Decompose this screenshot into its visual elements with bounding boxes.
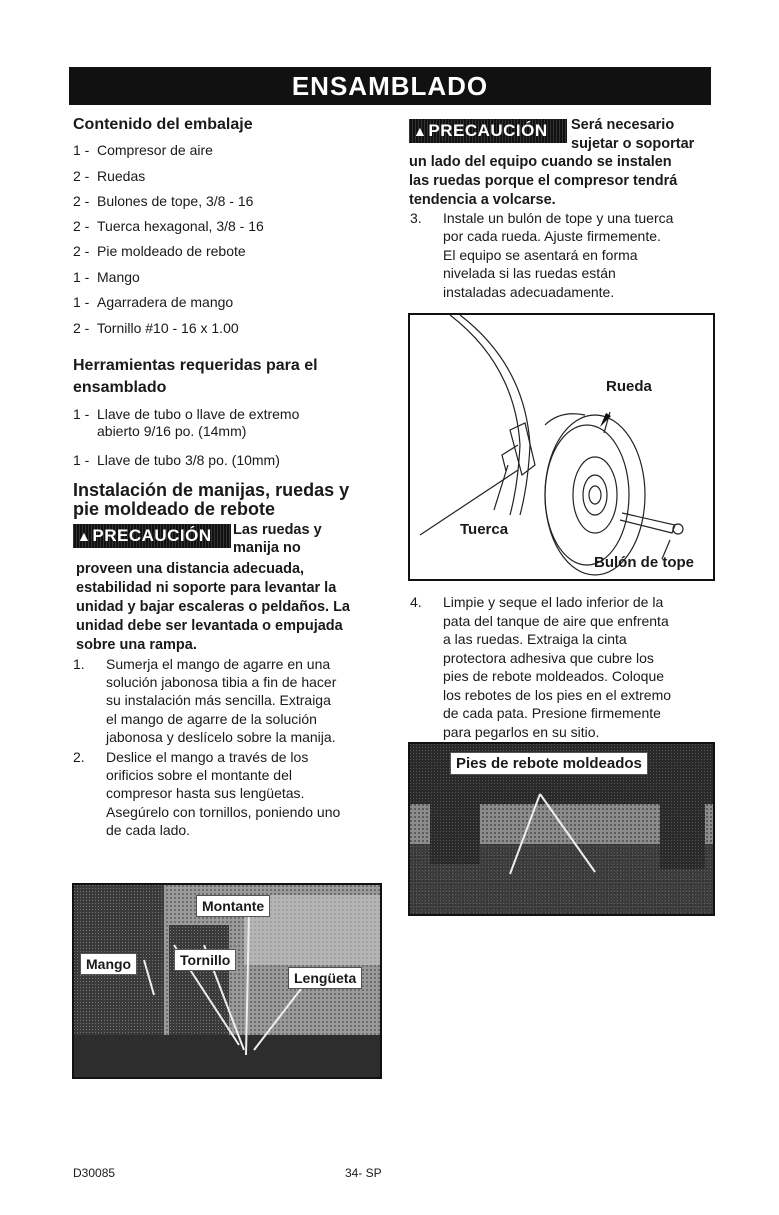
step-3-number: 3. (410, 210, 422, 226)
label-tuerca: Tuerca (460, 521, 509, 538)
contents-item (73, 320, 373, 337)
step-4-line: a las ruedas. Extraiga la cinta (443, 631, 627, 647)
section-banner: ENSAMBLADO (69, 67, 711, 105)
label-lengueta: Lengüeta (288, 967, 362, 989)
contents-item-text: Mango (97, 269, 140, 285)
step-4-line: los rebotes de los pies en el extremo (443, 686, 672, 703)
step-1-line: Sumerja el mango de agarre en una (106, 656, 331, 672)
tools-heading-line2: ensamblado (73, 379, 167, 396)
caution-badge-label: PRECAUCIÓN (92, 526, 212, 545)
tool-item-text: Llave de tubo 3/8 po. (10mm) (97, 452, 280, 468)
tool-item-number: 1 - (73, 406, 90, 422)
step-4-line: pies de rebote moldeados. Coloque (443, 668, 665, 684)
warning-line: proveen una distancia adecuada, (76, 561, 305, 577)
tools-heading-line1: Herramientas requeridas para el (73, 357, 318, 374)
contents-item (73, 243, 373, 260)
warning-line: estabilidad ni soporte para levantar la (76, 580, 337, 596)
warning-line: unidad debe ser levantada o empujada (76, 618, 343, 634)
contents-item-number: 1 - (73, 269, 90, 285)
step-4-line: protectora adhesiva que cubre los (443, 649, 654, 666)
contents-item-number: 2 - (73, 168, 90, 184)
step-3-line: nivelada si las ruedas están (443, 265, 616, 282)
right-warning-line: las ruedas porque el compresor tendrá (409, 173, 678, 189)
step-1-line: el mango de agarre de la solución (106, 710, 317, 727)
step-4-line: Limpie y seque el lado inferior de la (443, 594, 664, 610)
right-warning-text-1: Será necesario (571, 117, 675, 133)
warning-line: sobre una rampa. (76, 637, 197, 653)
contents-item-text: Agarradera de mango (97, 294, 234, 310)
step-4-line: para pegarlos en su sitio. (443, 723, 600, 740)
contents-heading: Contenido del embalaje (73, 116, 253, 133)
contents-item-number: 1 - (73, 142, 90, 158)
tool-item-1-cont (73, 423, 373, 440)
contents-item (73, 269, 373, 286)
contents-item-number: 2 - (73, 243, 90, 259)
contents-item (73, 218, 373, 235)
label-rueda: Rueda (606, 378, 652, 395)
contents-item-number: 1 - (73, 294, 90, 310)
rebound-feet-photo (408, 742, 715, 916)
contents-item (73, 142, 373, 159)
tool-item-2 (73, 452, 373, 469)
install-heading-line2: pie moldeado de rebote (73, 499, 276, 519)
label-mango: Mango (80, 953, 137, 975)
step-2-line: Asegúrelo con tornillos, poniendo uno (106, 803, 341, 820)
step-2-line: Deslice el mango a través de los (106, 749, 309, 765)
step-3-line: por cada rueda. Ajuste firmemente. (443, 228, 661, 245)
caution-badge-label: PRECAUCIÓN (428, 121, 548, 140)
document-code: D30085 (73, 1166, 116, 1180)
tool-item-number: 1 - (73, 452, 90, 468)
right-warning-line: tendencia a volcarse. (409, 192, 556, 208)
contents-item-text: Bulones de tope, 3/8 - 16 (97, 193, 254, 209)
contents-item (73, 294, 373, 311)
label-bulon: Bulón de tope (594, 554, 694, 571)
right-warning-text-2: sujetar o soportar (571, 136, 695, 152)
tool-item-1 (73, 406, 373, 423)
warning-text-1: Las ruedas y (233, 522, 322, 538)
contents-item-text: Pie moldeado de rebote (97, 243, 246, 259)
step-4-line: de cada pata. Presione firmemente (443, 705, 661, 721)
contents-item-text: Tornillo #10 - 16 x 1.00 (97, 320, 239, 336)
right-warning-line: un lado del equipo cuando se instalen (409, 154, 672, 170)
contents-item-text: Compresor de aire (97, 142, 213, 158)
page-number: 34- SP (345, 1166, 382, 1180)
warning-triangle-icon: ▲ (413, 123, 428, 139)
contents-item (73, 168, 373, 185)
wheel-diagram (410, 315, 713, 579)
caution-badge-right (409, 119, 567, 143)
step-3-line: Instale un bulón de tope y una tuerca (443, 210, 674, 226)
contents-item (73, 193, 373, 210)
step-1-number: 1. (73, 656, 85, 672)
step-2-number: 2. (73, 749, 85, 765)
step-4-line: pata del tanque de aire que enfrenta (443, 612, 669, 629)
step-1-line: solución jabonosa tibia a fin de hacer (106, 674, 337, 691)
contents-item-text: Tuerca hexagonal, 3/8 - 16 (97, 218, 264, 234)
contents-item-number: 2 - (73, 320, 90, 336)
step-1-line: jabonosa y deslícelo sobre la manija. (106, 728, 336, 745)
step-2-line: de cada lado. (106, 821, 191, 838)
label-montante: Montante (196, 895, 270, 917)
warning-triangle-icon: ▲ (77, 528, 92, 544)
contents-item-text: Ruedas (97, 168, 146, 184)
step-2-line: compresor hasta sus lengüetas. (106, 785, 305, 802)
step-4-number: 4. (410, 594, 422, 610)
step-3-line: El equipo se asentará en forma (443, 246, 638, 263)
install-heading-line1: Instalación de manijas, ruedas y (73, 480, 350, 500)
tool-item-text: Llave de tubo o llave de extremo (97, 406, 300, 422)
warning-text-2: manija no (233, 540, 301, 556)
contents-item-number: 2 - (73, 193, 90, 209)
caution-badge (73, 524, 231, 548)
label-tornillo: Tornillo (174, 949, 236, 971)
warning-line: unidad y bajar escaleras o peldaños. La (76, 599, 350, 615)
step-1-line: su instalación más sencilla. Extraiga (106, 692, 331, 709)
contents-item-number: 2 - (73, 218, 90, 234)
handle-assembly-photo (72, 883, 382, 1079)
label-pies-rebote: Pies de rebote moldeados (450, 752, 648, 775)
step-2-line: orificios sobre el montante del (106, 767, 292, 784)
step-3-line: instaladas adecuadamente. (443, 283, 615, 300)
tool-item-text: abierto 9/16 po. (14mm) (97, 423, 247, 439)
wheel-assembly-figure (408, 313, 715, 581)
